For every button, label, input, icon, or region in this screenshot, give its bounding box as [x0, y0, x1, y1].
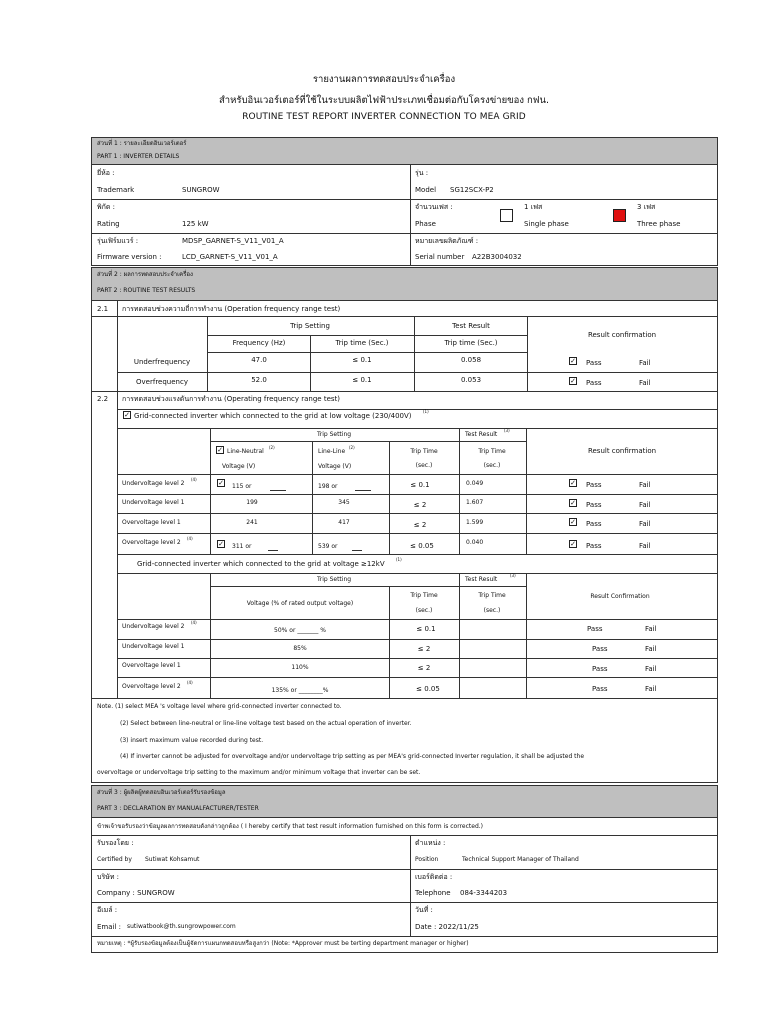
mv-test-result-sup: (3) — [510, 573, 516, 578]
mv-ov1-trip: ≤ 2 — [417, 664, 431, 672]
firmware-value-1: MDSP_GARNET-S_V11_V01_A — [182, 237, 284, 245]
email-label: Email : — [97, 923, 122, 931]
part2-header-th: ส่วนที่ 2 : ผลการทดสอบประจำเครื่อง — [97, 271, 193, 278]
note-2: (2) Select between line-neutral or line-line voltage test based on the actual operation of inverter. — [120, 720, 412, 727]
telephone-value: 084-3344203 — [460, 889, 508, 897]
firmware-value-2: LCD_GARNET-S_V11_V01_A — [182, 253, 278, 261]
part1-header-th: ส่วนที่ 1 : รายละเอียดอินเวอร์เตอร์ — [97, 140, 187, 147]
note-4: (4) If inverter cannot be adjusted for overvoltage and/or undervoltage trip setting as per MEA's grid-connected Inverter regulation, it shall be adjusted the — [120, 753, 585, 760]
part3-header-en: PART 3 : DECLARATION BY MANUALFACTURER/TESTER — [97, 805, 259, 812]
mv-uv1-pass: Pass — [592, 645, 608, 653]
trademark-label: Trademark — [97, 186, 135, 194]
lv-uv2-result: 0.049 — [466, 480, 484, 487]
medium-voltage-title: Grid-connected inverter which connected to the grid at voltage ≥12kV — [137, 560, 385, 568]
part1-header-en: PART 1 : INVERTER DETAILS — [97, 153, 180, 160]
serial-label: Serial number — [415, 253, 465, 261]
lv-ov1-ll: 417 — [338, 519, 350, 526]
underfrequency-value: 47.0 — [251, 356, 267, 364]
lv-uv2-label: Undervoltage level 2 — [122, 480, 185, 487]
part2-header-en: PART 2 : ROUTINE TEST RESULTS — [97, 287, 196, 294]
lv-uv2-ln: 115 or — [232, 483, 252, 490]
overfrequency-label: Overfrequency — [136, 378, 188, 386]
mv-result-trip-time: Trip Time — [478, 592, 506, 599]
lv-uv2-fail: Fail — [639, 481, 651, 489]
lv-ov2-ln: 311 or — [232, 543, 252, 550]
single-phase-th: 1 เฟส — [524, 203, 543, 211]
underfrequency-result: 0.058 — [460, 356, 482, 364]
lv-uv1-label: Undervoltage level 1 — [122, 499, 185, 506]
mv-ov1-fail: Fail — [645, 665, 657, 673]
mv-ov2-label: Overvoltage level 2 — [122, 683, 181, 690]
s21-title: การทดสอบช่วงความถี่การทำงาน (Operation frequency range test) — [122, 305, 341, 313]
mv-trip-time-sec: (sec.) — [415, 607, 433, 614]
lv-result-trip-time: Trip Time — [478, 448, 506, 455]
mv-result-sec: (sec.) — [483, 607, 501, 614]
single-phase-label: Single phase — [524, 220, 569, 228]
rating-value: 125 kW — [182, 220, 209, 228]
line-neutral-sup: (2) — [269, 445, 275, 450]
line-line-voltage: Voltage (V) — [318, 463, 352, 470]
lv-result-confirmation: Result confirmation — [587, 447, 657, 455]
lv-uv2-ll: 198 or — [318, 483, 338, 490]
note-5: overvoltage or undervoltage trip setting to the maximum and/or minimum voltage that inverter can be set. — [97, 769, 421, 776]
mv-ov2-trip: ≤ 0.05 — [416, 685, 440, 693]
mv-uv2-sup: (4) — [191, 620, 197, 625]
rating-label-th: พิกัด : — [97, 203, 115, 211]
firmware-label: Firmware version : — [97, 253, 162, 261]
trademark-value: SUNGROW — [182, 186, 220, 194]
three-phase-checkbox[interactable] — [613, 209, 626, 222]
underfrequency-trip: ≤ 0.1 — [352, 356, 372, 364]
lv-trip-setting: Trip Setting — [316, 431, 352, 438]
company-th: บริษัท : — [97, 873, 120, 881]
lv-ov2-result: 0.040 — [466, 539, 484, 546]
company-label: Company : SUNGROW — [97, 889, 175, 897]
mv-ov2-sup: (4) — [187, 680, 193, 685]
lv-ov2-pass-check[interactable]: ✓ — [570, 540, 576, 548]
underfrequency-pass: Pass — [586, 359, 602, 367]
model-label-th: รุ่น : — [415, 169, 429, 177]
email-th: อีเมล์ : — [97, 906, 118, 914]
phase-label-th: จำนวนเฟส : — [415, 203, 453, 211]
lv-uv2-trip: ≤ 0.1 — [410, 481, 430, 489]
firmware-label-th: รุ่นเฟิร์มแวร์ : — [97, 237, 139, 245]
line-neutral-check[interactable]: ✓ — [217, 446, 223, 454]
overfrequency-pass-check[interactable]: ✓ — [570, 377, 576, 385]
phase-label: Phase — [415, 220, 436, 228]
line-line-sup: (2) — [349, 445, 355, 450]
low-voltage-title: Grid-connected inverter which connected to the grid at low voltage (230/400V) — [134, 412, 412, 420]
mv-uv1-fail: Fail — [645, 645, 657, 653]
mv-trip-time-header: Trip Time — [410, 592, 438, 599]
lv-uv1-pass-check[interactable]: ✓ — [570, 499, 576, 507]
title-thai-2: สำหรับอินเวอร์เตอร์ที่ใช้ในระบบผลิตไฟฟ้าประเภทเชื่อมต่อกับโครงข่ายของ กฟน. — [219, 95, 549, 106]
lv-uv2-pass: Pass — [586, 481, 602, 489]
position-label: Position — [415, 856, 439, 863]
mv-uv2-label: Undervoltage level 2 — [122, 623, 185, 630]
lv-ov1-ln: 241 — [246, 519, 258, 526]
lv-ov1-pass-check[interactable]: ✓ — [570, 518, 576, 526]
mv-trip-setting: Trip Setting — [316, 576, 352, 583]
three-phase-label: Three phase — [637, 220, 681, 228]
mv-result-confirmation: Result Confirmation — [590, 593, 650, 600]
low-voltage-sup: (1) — [423, 409, 429, 414]
mv-uv1-voltage: 85% — [293, 645, 307, 652]
mv-ov1-voltage: 110% — [291, 664, 309, 671]
lv-trip-time-sec: (sec.) — [415, 462, 433, 469]
lv-ov1-label: Overvoltage level 1 — [122, 519, 181, 526]
note-1: Note. (1) select MEA 's voltage level where grid-connected inverter connected to. — [97, 703, 342, 710]
mv-ov2-fail: Fail — [645, 685, 657, 693]
lv-ov2-pass: Pass — [586, 542, 602, 550]
telephone-th: เบอร์ติดต่อ : — [415, 873, 453, 881]
mv-voltage-header: Voltage (% of rated output voltage) — [246, 600, 354, 607]
s22-title: การทดสอบช่วงแรงดันการทำงาน (Operating frequency range test) — [122, 395, 341, 403]
date-label: Date : 2022/11/25 — [415, 923, 479, 931]
note-3: (3) insert maximum value recorded during test. — [120, 737, 264, 744]
lv-ov1-pass: Pass — [586, 520, 602, 528]
part3-header-th: ส่วนที่ 3 : ผู้ผลิตผู้ทดสอบอินเวอร์เตอร์รับรองข้อมูล — [97, 789, 226, 796]
email-value[interactable]: sutiwatbook@th.sungrowpower.com — [127, 923, 236, 930]
mv-ov1-label: Overvoltage level 1 — [122, 662, 181, 669]
low-voltage-check[interactable]: ✓ — [124, 411, 130, 419]
lv-uv2-sup: (4) — [191, 477, 197, 482]
lv-ov1-result: 1.599 — [466, 519, 484, 526]
lv-uv2-check[interactable]: ✓ — [218, 479, 224, 487]
model-label: Model — [415, 186, 437, 194]
s21-trip-time-result-header: Trip time (Sec.) — [444, 339, 498, 347]
position-th: ตำแหน่ง : — [415, 839, 446, 847]
lv-ov2-trip: ≤ 0.05 — [410, 542, 434, 550]
lv-uv1-pass: Pass — [586, 501, 602, 509]
overfrequency-value: 52.0 — [251, 376, 267, 384]
medium-voltage-sup: (1) — [396, 557, 402, 562]
mv-test-result: Test Result — [465, 576, 498, 583]
lv-uv1-fail: Fail — [639, 501, 651, 509]
lv-ov1-fail: Fail — [639, 520, 651, 528]
line-line-label: Line-Line — [318, 448, 346, 455]
lv-test-result-sup: (3) — [504, 428, 510, 433]
lv-ov2-fail: Fail — [639, 542, 651, 550]
line-neutral-voltage: Voltage (V) — [222, 463, 256, 470]
approver-remark: หมายเหตุ : *ผู้รับรองข้อมูลต้องเป็นผู้จัดการแผนกทดสอบหรือสูงกว่า (Note: *Approver must be terting department manager or higher) — [97, 940, 469, 947]
lv-uv2-pass-check[interactable]: ✓ — [570, 479, 576, 487]
mv-ov1-pass: Pass — [592, 665, 608, 673]
mv-ov2-voltage: 135% or ________% — [271, 687, 329, 694]
lv-uv1-ln: 199 — [246, 499, 258, 506]
line-neutral-label: Line-Neutral — [227, 448, 264, 455]
date-th: วันที่ : — [415, 906, 433, 914]
single-phase-checkbox[interactable] — [500, 209, 513, 222]
lv-ov2-sup: (4) — [187, 536, 193, 541]
certified-by-th: รับรองโดย : — [97, 839, 134, 847]
three-phase-th: 3 เฟส — [637, 203, 656, 211]
lv-uv1-ll: 345 — [338, 499, 350, 506]
certified-by-value: Sutiwat Kohsamut — [145, 856, 200, 863]
overfrequency-result: 0.053 — [460, 376, 482, 384]
position-value: Technical Support Manager of Thailand — [462, 856, 579, 863]
lv-uv1-trip: ≤ 2 — [413, 501, 427, 509]
title-english: ROUTINE TEST REPORT INVERTER CONNECTION TO MEA GRID — [242, 112, 526, 122]
certify-statement: ข้าพเจ้าขอรับรองว่าข้อมูลผลการทดสอบดังกล่าวถูกต้อง ( I hereby certify that test result information furnished on this form is corrected.) — [97, 823, 484, 830]
overfrequency-pass: Pass — [586, 379, 602, 387]
underfrequency-pass-check[interactable]: ✓ — [570, 357, 576, 365]
lv-ov2-check[interactable]: ✓ — [218, 540, 224, 548]
certified-by-label: Certified by — [97, 856, 132, 863]
s21-number: 2.1 — [97, 305, 109, 313]
s21-trip-setting: Trip Setting — [290, 322, 330, 330]
s21-result-confirmation: Result confirmation — [587, 331, 657, 339]
serial-value: A22B3004032 — [472, 253, 522, 261]
s21-trip-time-header: Trip time (Sec.) — [335, 339, 389, 347]
lv-ov2-label: Overvoltage level 2 — [122, 539, 181, 546]
mv-ov2-pass: Pass — [592, 685, 608, 693]
lv-ov2-ll: 539 or — [318, 543, 338, 550]
lv-test-result: Test Result — [465, 431, 498, 438]
underfrequency-fail: Fail — [639, 359, 651, 367]
mv-uv2-voltage: 50% or _______ % — [274, 627, 326, 634]
serial-label-th: หมายเลขผลิตภัณฑ์ : — [415, 237, 479, 245]
mv-uv2-trip: ≤ 0.1 — [416, 625, 436, 633]
s21-test-result: Test Result — [452, 322, 490, 330]
mv-uv1-label: Undervoltage level 1 — [122, 643, 185, 650]
s22-number: 2.2 — [97, 395, 109, 403]
lv-ov1-trip: ≤ 2 — [413, 521, 427, 529]
underfrequency-label: Underfrequency — [133, 358, 191, 366]
model-value: SG12SCX-P2 — [450, 186, 494, 194]
mv-uv2-pass: Pass — [587, 625, 603, 633]
s21-frequency-header: Frequency (Hz) — [232, 339, 286, 347]
mv-uv1-trip: ≤ 2 — [417, 645, 431, 653]
rating-label: Rating — [97, 220, 120, 228]
mv-uv2-fail: Fail — [645, 625, 657, 633]
telephone-label: Telephone — [415, 889, 451, 897]
trademark-label-th: ยี่ห้อ : — [97, 169, 115, 177]
lv-trip-time-header: Trip Time — [410, 448, 438, 455]
lv-result-sec: (sec.) — [483, 462, 501, 469]
overfrequency-fail: Fail — [639, 379, 651, 387]
overfrequency-trip: ≤ 0.1 — [352, 376, 372, 384]
lv-uv1-result: 1.607 — [466, 499, 484, 506]
title-thai-1: รายงานผลการทดสอบประจำเครื่อง — [312, 74, 456, 85]
